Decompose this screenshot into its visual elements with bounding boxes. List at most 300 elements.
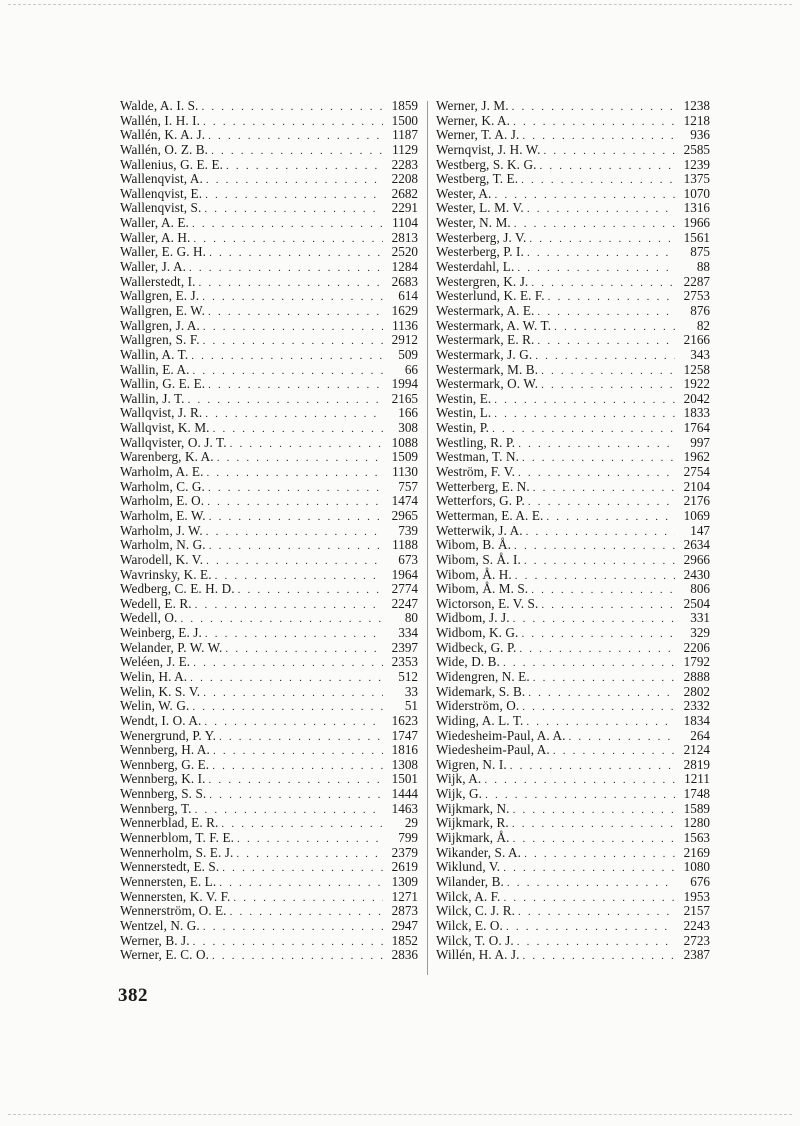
dot-leader — [209, 539, 383, 554]
entry-number: 2520 — [391, 244, 418, 260]
index-entry — [436, 655, 710, 670]
index-entry — [436, 743, 710, 758]
index-entry — [436, 450, 710, 465]
entry-name: Westermark, A. E. — [436, 302, 535, 318]
dot-leader — [203, 115, 383, 130]
index-entry — [436, 480, 710, 495]
entry-name: Widing, A. L. T. — [436, 712, 524, 728]
dot-leader — [517, 261, 675, 276]
index-entry — [436, 304, 710, 319]
dot-leader — [494, 393, 675, 408]
entry-name: Waller, A. E. — [120, 215, 189, 231]
dot-leader — [522, 700, 675, 715]
entry-name: Wennerstedt, E. S. — [120, 859, 220, 875]
index-entry — [436, 729, 710, 744]
entry-number: 1444 — [391, 786, 418, 802]
index-entry — [436, 568, 710, 583]
dot-leader — [191, 349, 383, 364]
dot-leader — [201, 100, 383, 115]
index-entry — [436, 699, 710, 714]
entry-number: 166 — [398, 405, 418, 421]
entry-number: 1589 — [683, 800, 710, 816]
entry-number: 1859 — [391, 98, 418, 113]
entry-number: 676 — [690, 873, 710, 889]
entry-name: Wallgren, E. W. — [120, 302, 206, 318]
dot-leader — [237, 832, 383, 847]
entry-number: 509 — [398, 346, 418, 362]
entry-number: 1852 — [391, 932, 418, 948]
entry-number: 1966 — [683, 215, 710, 231]
index-entry — [436, 802, 710, 817]
entry-number: 2379 — [391, 844, 418, 860]
dot-leader — [189, 261, 383, 276]
entry-name: Wiklund, V. — [436, 859, 501, 875]
dot-leader — [209, 773, 383, 788]
entry-name: Westerlund, K. E. F. — [436, 288, 545, 304]
dot-leader — [513, 612, 675, 627]
dot-leader — [207, 495, 383, 510]
index-entry — [120, 509, 418, 524]
entry-number: 66 — [404, 361, 418, 377]
entry-number: 1129 — [392, 141, 418, 157]
index-entry — [436, 758, 710, 773]
index-entry — [120, 714, 418, 729]
entry-name: Westin, E. — [436, 390, 492, 406]
index-entry — [120, 158, 418, 173]
entry-name: Wibom, Å. H. — [436, 566, 512, 582]
entry-name: Wikander, S. A. — [436, 844, 522, 860]
index-entry — [120, 787, 418, 802]
index-entry — [120, 363, 418, 378]
entry-name: Westling, R. P. — [436, 434, 516, 450]
entry-number: 936 — [690, 127, 710, 143]
dot-leader — [513, 832, 675, 847]
entry-number: 1070 — [683, 185, 710, 201]
dot-leader — [521, 173, 675, 188]
entry-number: 2387 — [683, 947, 710, 963]
dot-leader — [199, 276, 383, 291]
entry-name: Widengren, N. E. — [436, 668, 530, 684]
index-entry — [120, 758, 418, 773]
index-entry — [120, 450, 418, 465]
entry-number: 1994 — [391, 376, 418, 392]
index-entry — [120, 260, 418, 275]
index-entry — [436, 685, 710, 700]
dot-leader — [518, 466, 675, 481]
index-entry — [436, 260, 710, 275]
entry-number: 2723 — [683, 932, 710, 948]
entry-name: Wide, D. B. — [436, 654, 500, 670]
entry-name: Werner, K. A. — [436, 112, 511, 128]
entry-name: Wennerblad, E. R. — [120, 815, 219, 831]
entry-name: Wiedesheim-Paul, A. — [436, 742, 550, 758]
index-entry — [120, 465, 418, 480]
entry-name: Westman, T. N. — [436, 449, 519, 465]
entry-number: 331 — [690, 610, 710, 626]
entry-name: Wester, A. — [436, 185, 492, 201]
dot-leader — [203, 320, 383, 335]
entry-name: Westerdahl, L. — [436, 259, 515, 275]
index-entry — [120, 187, 418, 202]
entry-number: 1474 — [391, 493, 418, 509]
entry-number: 1130 — [392, 464, 418, 480]
dot-leader — [221, 817, 383, 832]
entry-name: Westermark, A. W. T. — [436, 317, 552, 333]
index-entry — [436, 99, 710, 114]
entry-number: 1136 — [392, 317, 418, 333]
dot-leader — [507, 876, 675, 891]
entry-number: 1218 — [683, 112, 710, 128]
dot-leader — [569, 730, 676, 745]
index-entry — [436, 934, 710, 949]
entry-name: Warenberg, K. A. — [120, 449, 214, 465]
entry-name: Wiedesheim-Paul, A. A. — [436, 727, 566, 743]
index-entry — [120, 480, 418, 495]
entry-number: 2104 — [683, 478, 710, 494]
dot-leader — [541, 364, 675, 379]
index-entry — [436, 333, 710, 348]
entry-number: 1271 — [391, 888, 418, 904]
entry-name: Wallén, O. Z. B. — [120, 141, 209, 157]
dot-leader — [180, 612, 383, 627]
entry-number: 82 — [696, 317, 710, 333]
dot-leader — [213, 744, 383, 759]
entry-name: Wibom, S. Å. I. — [436, 551, 521, 567]
dot-leader — [537, 305, 675, 320]
entry-number: 799 — [398, 830, 418, 846]
dot-leader — [540, 159, 676, 174]
dot-leader — [494, 407, 675, 422]
entry-name: Warodell, K. V. — [120, 551, 204, 567]
dot-leader — [553, 744, 675, 759]
index-entry — [436, 494, 710, 509]
entry-number: 1629 — [391, 302, 418, 318]
entry-name: Wallgren, E. J. — [120, 288, 200, 304]
entry-name: Warholm, J. W. — [120, 522, 203, 538]
index-entry — [120, 611, 418, 626]
index-entry — [436, 509, 710, 524]
dot-leader — [213, 422, 383, 437]
entry-name: Wetterwik, J. A. — [436, 522, 523, 538]
dot-leader — [514, 539, 675, 554]
entry-number: 2912 — [391, 332, 418, 348]
dot-leader — [512, 817, 675, 832]
entry-number: 1080 — [683, 859, 710, 875]
index-entry — [120, 128, 418, 143]
entry-number: 1069 — [683, 507, 710, 523]
dot-leader — [209, 788, 383, 803]
entry-name: Wennerholm, S. E. J. — [120, 844, 234, 860]
index-entry — [436, 201, 710, 216]
entry-number: 1816 — [391, 742, 418, 758]
index-entry — [436, 172, 710, 187]
entry-number: 264 — [690, 727, 710, 743]
dot-leader — [205, 188, 383, 203]
entry-number: 1501 — [391, 771, 418, 787]
entry-number: 329 — [690, 625, 710, 641]
index-entry — [436, 787, 710, 802]
entry-number: 2283 — [391, 156, 418, 172]
entry-name: Wallin, J. T. — [120, 390, 185, 406]
index-entry — [436, 275, 710, 290]
dot-leader — [208, 378, 383, 393]
entry-number: 2291 — [391, 200, 418, 216]
entry-name: Westerberg, J. V. — [436, 229, 527, 245]
index-entry — [436, 348, 710, 363]
entry-name: Weinberg, E. J. — [120, 625, 202, 641]
entry-number: 1187 — [392, 127, 418, 143]
entry-name: Wilck, C. J. R. — [436, 903, 515, 919]
entry-number: 2208 — [391, 171, 418, 187]
entry-name: Westermark, J. G. — [436, 346, 533, 362]
index-entry — [436, 143, 710, 158]
dot-leader — [209, 246, 383, 261]
dot-leader — [526, 525, 675, 540]
dot-leader — [513, 115, 675, 130]
dot-leader — [206, 466, 383, 481]
index-entry — [436, 406, 710, 421]
index-entry — [436, 187, 710, 202]
index-entry — [436, 128, 710, 143]
entry-number: 29 — [404, 815, 418, 831]
index-entry — [436, 626, 710, 641]
dot-leader — [203, 920, 383, 935]
dot-leader — [206, 554, 383, 569]
index-entry — [120, 568, 418, 583]
entry-name: Weléen, J. E. — [120, 654, 191, 670]
index-entry — [120, 948, 418, 963]
entry-number: 1500 — [391, 112, 418, 128]
dot-leader — [208, 129, 383, 144]
dot-leader — [503, 861, 675, 876]
entry-name: Wedell, E. R. — [120, 595, 192, 611]
entry-number: 876 — [690, 302, 710, 318]
index-entry — [436, 831, 710, 846]
entry-name: Westin, L. — [436, 405, 492, 421]
entry-number: 1962 — [683, 449, 710, 465]
entry-number: 2754 — [683, 464, 710, 480]
entry-number: 1284 — [391, 259, 418, 275]
entry-number: 308 — [398, 420, 418, 436]
entry-name: Weström, F. V. — [436, 464, 516, 480]
index-entry — [436, 436, 710, 451]
entry-name: Wennberg, G. E. — [120, 756, 210, 772]
index-entry — [436, 904, 710, 919]
dot-leader — [215, 569, 383, 584]
dot-leader — [515, 569, 675, 584]
index-entry — [120, 875, 418, 890]
index-entry — [120, 729, 418, 744]
index-entry — [120, 524, 418, 539]
index-entry — [120, 114, 418, 129]
entry-name: Werner, E. C. O. — [120, 947, 209, 963]
entry-name: Wilck, E. O. — [436, 917, 503, 933]
entry-name: Wijkmark, Å. — [436, 830, 510, 846]
entry-number: 2947 — [391, 917, 418, 933]
entry-number: 2753 — [683, 288, 710, 304]
entry-number: 1563 — [683, 830, 710, 846]
index-entry — [120, 670, 418, 685]
dot-leader — [492, 422, 675, 437]
index-entry — [436, 158, 710, 173]
entry-number: 2585 — [683, 141, 710, 157]
entry-number: 2813 — [391, 229, 418, 245]
index-entry — [436, 948, 710, 963]
dot-leader — [524, 554, 675, 569]
entry-name: Waller, J. A. — [120, 259, 186, 275]
index-entry — [120, 231, 418, 246]
entry-name: Wallerstedt, I. — [120, 273, 196, 289]
dot-leader — [226, 159, 383, 174]
index-entry — [436, 597, 710, 612]
dot-leader — [510, 759, 675, 774]
index-entry — [436, 245, 710, 260]
entry-name: Warholm, E. O. — [120, 493, 205, 509]
entry-name: Wilck, T. O. J. — [436, 932, 514, 948]
dot-leader — [544, 144, 675, 159]
entry-name: Wennberg, T. — [120, 800, 192, 816]
entry-number: 614 — [398, 288, 418, 304]
entry-number: 1104 — [392, 215, 418, 231]
entry-number: 739 — [398, 522, 418, 538]
entry-name: Willén, H. A. J. — [436, 947, 520, 963]
index-entry — [436, 524, 710, 539]
index-column-left — [120, 99, 418, 963]
index-entry — [120, 904, 418, 919]
entry-number: 875 — [690, 244, 710, 260]
index-entry — [120, 890, 418, 905]
entry-number: 1258 — [683, 361, 710, 377]
dot-leader — [484, 773, 675, 788]
entry-name: Wallin, E. A. — [120, 361, 190, 377]
index-entry — [436, 319, 710, 334]
index-entry — [120, 919, 418, 934]
dot-leader — [211, 144, 383, 159]
entry-name: Warholm, E. W. — [120, 507, 206, 523]
index-entry — [120, 348, 418, 363]
entry-name: Widbeck, G. P. — [436, 639, 517, 655]
entry-name: Werner, J. M. — [436, 98, 509, 113]
index-entry — [120, 304, 418, 319]
entry-name: Wenergrund, P. Y. — [120, 727, 216, 743]
entry-number: 33 — [404, 683, 418, 699]
entry-name: Wijkmark, N. — [436, 800, 510, 816]
dot-leader — [193, 656, 383, 671]
entry-number: 1748 — [683, 786, 710, 802]
index-entry — [120, 655, 418, 670]
entry-number: 1463 — [391, 800, 418, 816]
page-number: 382 — [118, 985, 148, 1006]
index-entry — [120, 582, 418, 597]
entry-name: Wester, L. M. V. — [436, 200, 524, 216]
entry-number: 1088 — [391, 434, 418, 450]
index-entry — [120, 846, 418, 861]
entry-name: Wendt, I. O. A. — [120, 712, 202, 728]
entry-name: Wijk, A. — [436, 771, 482, 787]
entry-name: Wallgren, S. F. — [120, 332, 200, 348]
index-entry — [120, 772, 418, 787]
entry-number: 1509 — [391, 449, 418, 465]
dot-leader — [533, 671, 675, 686]
entry-number: 1953 — [683, 888, 710, 904]
dot-leader — [506, 920, 675, 935]
dot-leader — [222, 861, 383, 876]
entry-number: 1308 — [391, 756, 418, 772]
entry-number: 343 — [690, 346, 710, 362]
dot-leader — [195, 598, 383, 613]
entry-number: 1922 — [683, 376, 710, 392]
index-entry — [436, 465, 710, 480]
entry-name: Wavrinsky, K. E. — [120, 566, 212, 582]
index-entry — [120, 319, 418, 334]
entry-name: Welin, K. S. V. — [120, 683, 201, 699]
entry-name: Wetterfors, G. P. — [436, 493, 525, 509]
index-entry — [120, 743, 418, 758]
entry-number: 2888 — [683, 668, 710, 684]
index-entry — [120, 699, 418, 714]
index-entry — [120, 538, 418, 553]
entry-number: 1964 — [391, 566, 418, 582]
index-entry — [120, 201, 418, 216]
entry-number: 80 — [404, 610, 418, 626]
dot-leader — [485, 788, 675, 803]
dot-leader — [528, 495, 675, 510]
entry-name: Wetterberg, E. N. — [436, 478, 530, 494]
entry-number: 1792 — [683, 654, 710, 670]
index-entry — [436, 553, 710, 568]
dot-leader — [188, 393, 383, 408]
entry-name: Westin, P. — [436, 420, 490, 436]
entry-number: 1309 — [391, 873, 418, 889]
entry-name: Westermark, E. R. — [436, 332, 535, 348]
dot-leader — [204, 202, 383, 217]
entry-number: 2243 — [683, 917, 710, 933]
index-entry — [436, 846, 710, 861]
index-entry — [120, 172, 418, 187]
entry-number: 2819 — [683, 756, 710, 772]
dot-leader — [514, 217, 675, 232]
dot-leader — [212, 949, 383, 964]
entry-number: 1316 — [683, 200, 710, 216]
dot-leader — [208, 481, 383, 496]
index-entry — [436, 641, 710, 656]
entry-name: Wibom, Å. M. S. — [436, 581, 529, 597]
index-entry — [120, 143, 418, 158]
scan-edge-top — [8, 4, 792, 5]
entry-name: Wallenius, G. E. E. — [120, 156, 224, 172]
dot-leader — [512, 100, 675, 115]
index-entry — [120, 494, 418, 509]
dot-leader — [531, 583, 675, 598]
entry-number: 1239 — [683, 156, 710, 172]
dot-leader — [522, 451, 675, 466]
entry-number: 2166 — [683, 332, 710, 348]
entry-name: Wallén, I. H. I. — [120, 112, 201, 128]
entry-name: Wallin, G. E. E. — [120, 376, 206, 392]
entry-name: Werner, T. A. J. — [436, 127, 520, 143]
entry-number: 147 — [690, 522, 710, 538]
entry-number: 2774 — [391, 581, 418, 597]
entry-name: Welin, H. A. — [120, 668, 188, 684]
entry-name: Welin, W. G. — [120, 698, 190, 714]
entry-number: 2966 — [683, 551, 710, 567]
entry-number: 997 — [690, 434, 710, 450]
dot-leader — [206, 525, 383, 540]
entry-name: Wallenqvist, S. — [120, 200, 202, 216]
entry-name: Wallqvist, J. R. — [120, 405, 203, 421]
index-entry — [120, 392, 418, 407]
dot-leader — [522, 129, 675, 144]
